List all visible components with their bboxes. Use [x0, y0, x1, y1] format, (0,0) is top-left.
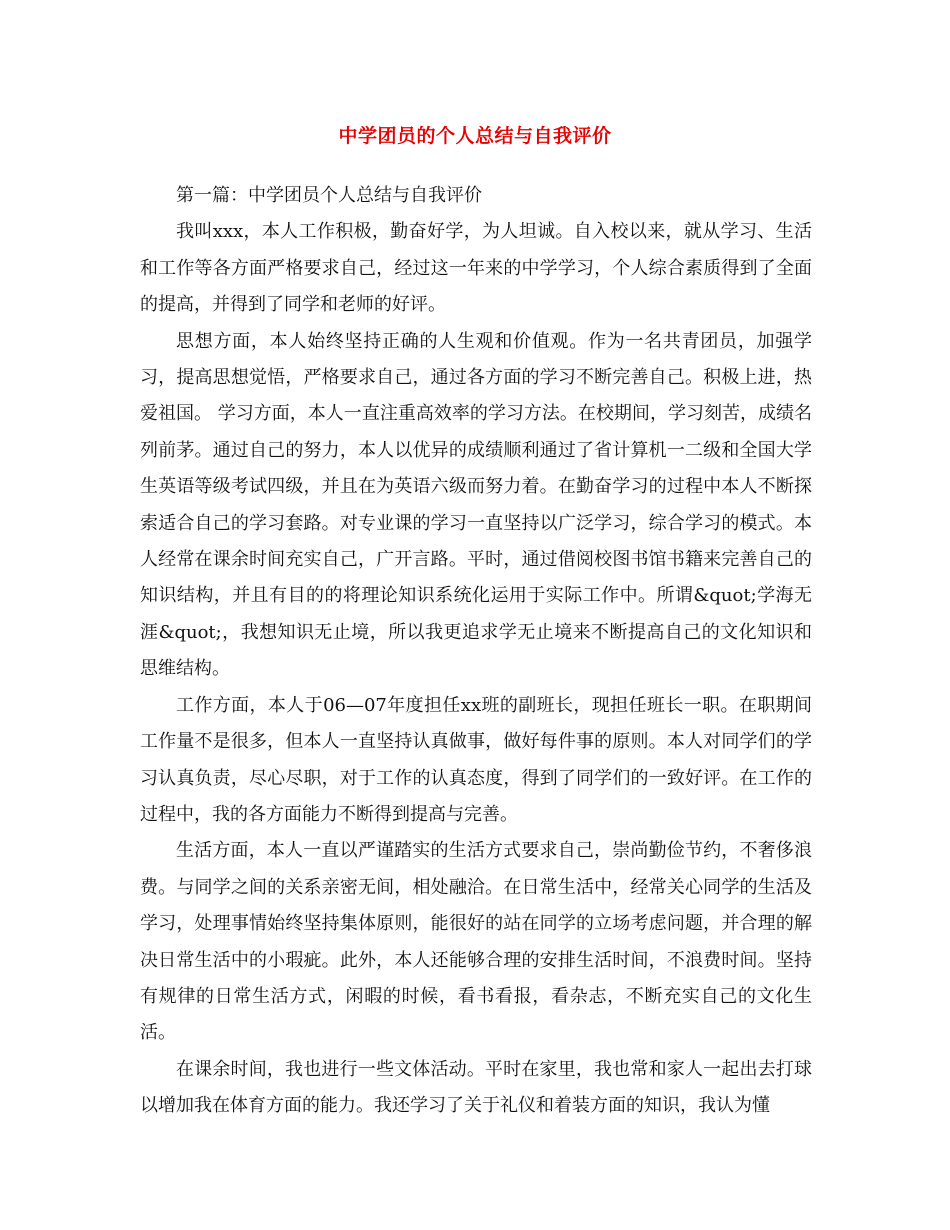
section-heading: 第一篇：中学团员个人总结与自我评价	[176, 185, 482, 206]
paragraph-work: 工作方面，本人于06—07年度担任xx班的副班长，现担任班长一职。在职期间工作量不是很多，但本人一直坚持认真做事，做好每件事的原则。本人对同学们的学习认真负责，尽心尽职，对于工作的认真态度，得到了同学们的一致好评。在工作的过程中，我的各方面能力不断得到提高与完善。	[140, 694, 812, 825]
paragraph-leisure: 在课余时间，我也进行一些文体活动。平时在家里，我也常和家人一起出去打球以增加我在体育方面的能力。我还学习了关于礼仪和着装方面的知识，我认为懂	[140, 1058, 812, 1117]
document-title: 中学团员的个人总结与自我评价	[338, 125, 612, 147]
document-body	[140, 178, 812, 1125]
paragraph-intro: 我叫xxx，本人工作积极，勤奋好学，为人坦诚。自入校以来，就从学习、生活和工作等各方面严格要求自己，经过这一年来的中学学习，个人综合素质得到了全面的提高，并得到了同学和老师的好评。	[140, 221, 812, 316]
paragraph-life: 生活方面，本人一直以严谨踏实的生活方式要求自己，崇尚勤俭节约，不奢侈浪费。与同学之间的关系亲密无间，相处融洽。在日常生活中，经常关心同学的生活及学习，处理事情始终坚持集体原则，能很好的站在同学的立场考虑问题，并合理的解决日常生活中的小瑕疵。此外，本人还能够合理的安排生活时间，不浪费时间。坚持有规律的日常生活方式，闲暇的时候，看书看报，看杂志，不断充实自己的文化生活。	[140, 840, 812, 1044]
paragraph-thought-and-study: 思想方面，本人始终坚持正确的人生观和价值观。作为一名共青团员，加强学习，提高思想觉悟，严格要求自己，通过各方面的学习不断完善自己。积极上进，热爱祖国。 学习方面，本人一直注重高效率的学习方法。在校期间，学习刻苦，成绩名列前茅。通过自己的努力，本人以优异的成绩顺利通过了省计算机一二级和全国大学生英语等级考试四级，并且在为英语六级而努力着。在勤奋学习的过程中本人不断探索适合自己的学习套路。对专业课的学习一直坚持以广泛学习，综合学习的模式。本人经常在课余时间充实自己，广开言路。平时，通过借阅校图书馆书籍来完善自己的知识结构，并且有目的的将理论知识系统化运用于实际工作中。所谓&quot;学海无涯&quot;，我想知识无止境，所以我更追求学无止境来不断提高自己的文化知识和思维结构。	[140, 330, 812, 680]
